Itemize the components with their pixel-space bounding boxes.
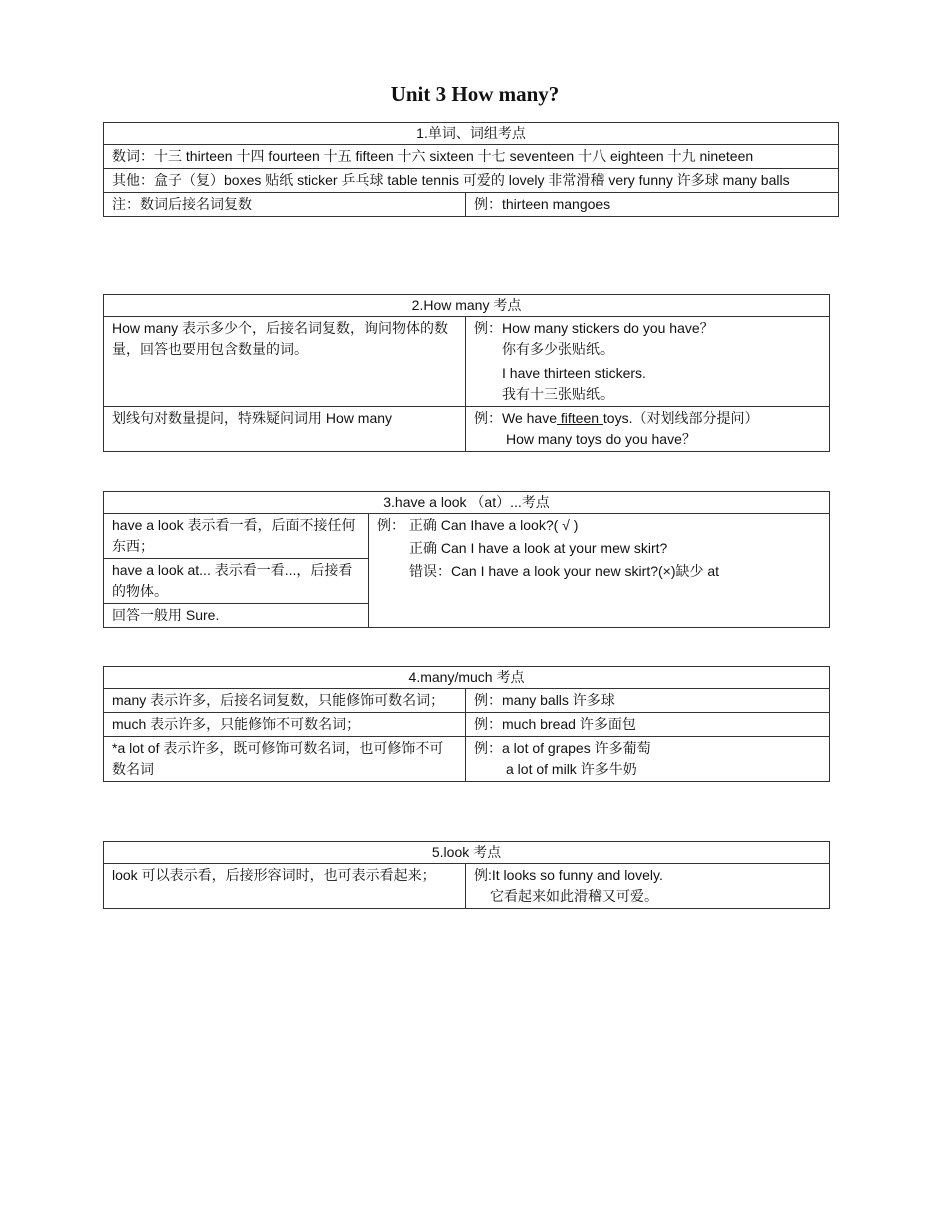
underline-question-rule: 划线句对数量提问，特殊疑问词用 How many bbox=[104, 407, 466, 452]
example-question-translation: 你有多少张贴纸。 bbox=[502, 341, 614, 357]
look-example-sentence: 例:It looks so funny and lovely. bbox=[474, 867, 663, 883]
example-sentence-end: toys.（对划线部分提问） bbox=[602, 410, 759, 426]
section-3-header: 3.have a look （at）...考点 bbox=[104, 492, 830, 514]
example-cell: 例：thirteen mangoes bbox=[466, 193, 839, 217]
section-4-table bbox=[103, 666, 830, 782]
how-many-example bbox=[466, 317, 830, 407]
correct-example-2: 正确 Can I have a look at your mew skirt? bbox=[409, 540, 668, 556]
many-rule: many 表示许多，后接名词复数，只能修饰可数名词； bbox=[104, 689, 466, 713]
page-title: Unit 3 How many? bbox=[390, 82, 560, 106]
correct-example-1: 例： 正确 Can Ihave a look?( √ ) bbox=[377, 517, 579, 533]
section-5-table bbox=[103, 841, 830, 909]
have-a-look-at-rule: have a look at... 表示看一看...，后接看的物体。 bbox=[104, 559, 369, 604]
example-answer-translation: 我有十三张贴纸。 bbox=[502, 386, 614, 402]
wrong-example: 错误：Can I have a look your new skirt?(×)缺少 at bbox=[409, 563, 720, 579]
look-example-translation: 它看起来如此滑稽又可爱。 bbox=[490, 888, 658, 904]
look-rule: look 可以表示看，后接形容词时，也可表示看起来； bbox=[104, 864, 466, 909]
section-2-table bbox=[103, 294, 830, 452]
numbers-vocab: 数词：十三 thirteen 十四 fourteen 十五 fifteen 十六 sixteen 十七 seventeen 十八 eighteen 十九 nineteen bbox=[104, 145, 839, 169]
how-many-explanation: How many 表示多少个，后接名词复数，询问物体的数量，回答也要用包含数量的词。 bbox=[104, 317, 466, 407]
answer-rule: 回答一般用 Sure. bbox=[104, 604, 369, 628]
note-cell: 注：数词后接名词复数 bbox=[104, 193, 466, 217]
section-1-table bbox=[103, 122, 839, 217]
underline-question-example bbox=[466, 407, 830, 452]
other-vocab: 其他：盒子（复）boxes 贴纸 sticker 乒乓球 table tennis 可爱的 lovely 非常滑稽 very funny 许多球 many balls bbox=[104, 169, 839, 193]
much-rule: much 表示许多，只能修饰不可数名词； bbox=[104, 713, 466, 737]
much-example: 例：much bread 许多面包 bbox=[466, 713, 830, 737]
look-example bbox=[466, 864, 830, 909]
example-question: 例：How many stickers do you have？ bbox=[474, 320, 714, 336]
section-3-table bbox=[103, 491, 830, 628]
a-lot-of-rule: *a lot of 表示许多，既可修饰可数名词，也可修饰不可数名词 bbox=[104, 737, 466, 782]
a-lot-of-example-1: 例：a lot of grapes 许多葡萄 bbox=[474, 740, 651, 756]
many-example: 例：many balls 许多球 bbox=[466, 689, 830, 713]
have-a-look-rule: have a look 表示看一看，后面不接任何东西； bbox=[104, 514, 369, 559]
underlined-number: fifteen bbox=[557, 410, 603, 426]
example-converted-question: How many toys do you have？ bbox=[506, 431, 696, 447]
example-sentence-start: 例：We have bbox=[474, 410, 557, 426]
a-lot-of-example-2: a lot of milk 许多牛奶 bbox=[506, 761, 637, 777]
section-1-header: 1.单词、词组考点 bbox=[104, 123, 839, 145]
section-4-header: 4.many/much 考点 bbox=[104, 667, 830, 689]
example-answer: I have thirteen stickers. bbox=[502, 365, 646, 381]
have-a-look-examples bbox=[369, 514, 830, 628]
section-2-header: 2.How many 考点 bbox=[104, 295, 830, 317]
a-lot-of-example bbox=[466, 737, 830, 782]
section-5-header: 5.look 考点 bbox=[104, 842, 830, 864]
